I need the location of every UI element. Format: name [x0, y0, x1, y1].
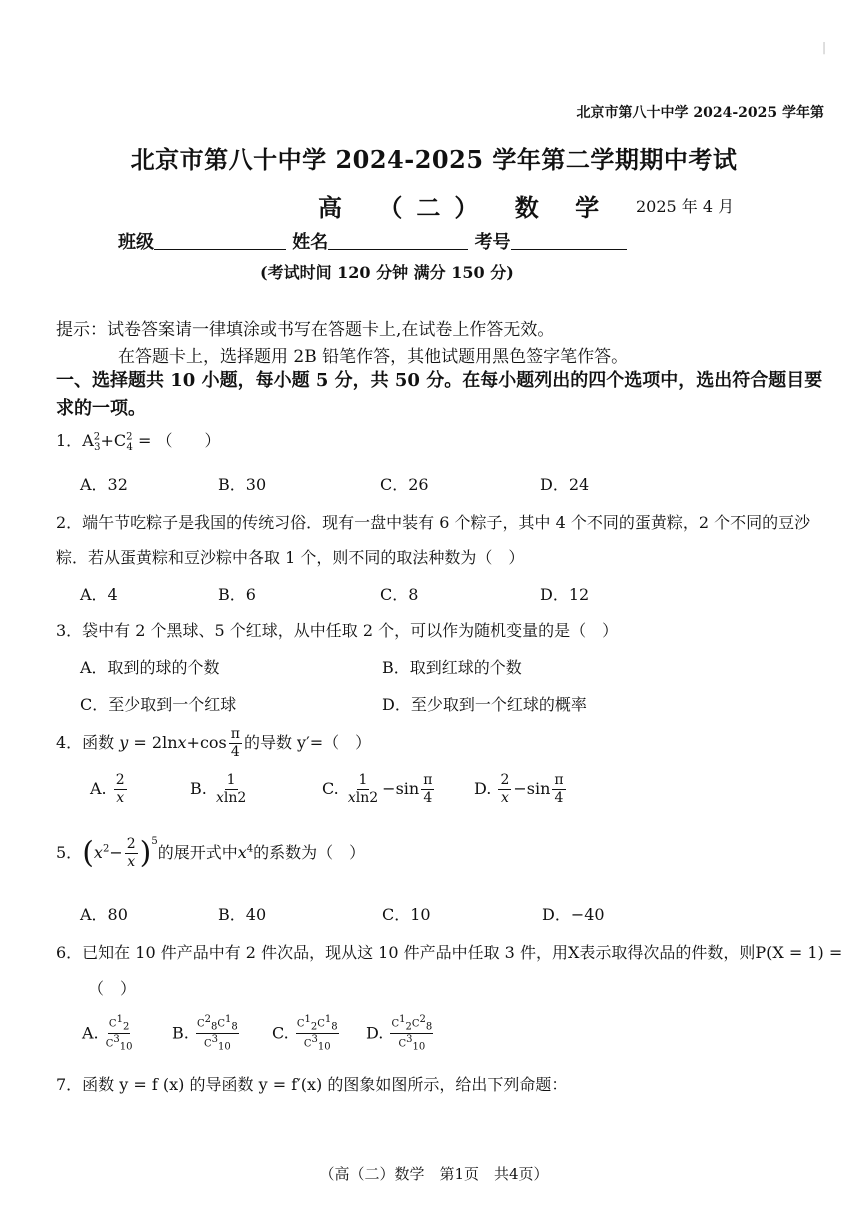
- question-2-line-2: 粽．若从蛋黄粽和豆沙粽中各取 1 个，则不同的取法种数为（ ）: [56, 548, 525, 567]
- q5-option-b[interactable]: B．40: [218, 905, 267, 924]
- q3-option-b[interactable]: B．取到红球的个数: [382, 658, 522, 677]
- exam-duration: (考试时间 120 分钟 满分 150 分): [260, 263, 514, 282]
- question-6-line-1: 6．已知在 10 件产品中有 2 件次品，现从这 10 件产品中任取 3 件，用X表示取得次品的件数，则P(X = 1) =: [56, 943, 843, 962]
- q1-option-d[interactable]: D．24: [540, 475, 590, 494]
- q5-option-d[interactable]: D．−40: [542, 905, 605, 924]
- tip-line-2: 在答题卡上，选择题用 2B 铅笔作答，其他试题用黑色签字笔作答。: [118, 347, 629, 367]
- page-title: 北京市第八十中学 2024-2025 学年第二学期期中考试: [130, 145, 738, 174]
- q3-option-a[interactable]: A．取到的球的个数: [80, 658, 220, 677]
- question-5: 5．($x^2-$ $\frac{2}{x}$ )$^5$的展开式中$x^4$的系数为（ ）: [56, 835, 366, 871]
- q6-option-d[interactable]: D. $\frac{C^1_2C^2_8}{C^3_{10}}$: [366, 1014, 433, 1053]
- q5-fraction: $\frac{2}{x}$: [126, 836, 136, 870]
- question-7: 7．函数 y = f (x) 的导函数 y = f′(x) 的图象如图所示，给出下列命题：: [56, 1075, 568, 1094]
- q2-option-d[interactable]: D．12: [540, 585, 590, 604]
- q4-option-a[interactable]: A. $\frac{2}{x}$: [90, 772, 125, 806]
- name-label: 姓名: [292, 232, 329, 253]
- q1-option-b[interactable]: B．30: [218, 475, 267, 494]
- q6-option-c[interactable]: C. $\frac{C^1_2C^1_8}{C^3_{10}}$: [272, 1014, 338, 1053]
- q2-option-c[interactable]: C．8: [380, 585, 419, 604]
- q6-option-b[interactable]: B. $\frac{C^2_8C^1_8}{C^3_{10}}$: [172, 1014, 238, 1053]
- question-4: 4．函数 y = 2lnx+cos $\frac{\pi}{4}$ 的导数 y′=（ ）: [56, 726, 372, 760]
- scan-mark: |: [822, 40, 827, 54]
- id-label: 考号: [474, 232, 511, 253]
- q1-formula: $A^2_3+C^2_4$: [82, 431, 133, 454]
- subject-title: 高 （二） 数 学: [318, 193, 614, 222]
- exam-date: 2025 年 4 月: [636, 197, 735, 216]
- section-heading: 一、选择题共 10 小题，每小题 5 分，共 50 分。在每小题列出的四个选项中，选出符合题目要求的一项。: [56, 370, 823, 419]
- q3-option-d[interactable]: D．至少取到一个红球的概率: [382, 695, 587, 714]
- student-info-fields: [118, 228, 627, 254]
- q2-option-b[interactable]: B．6: [218, 585, 256, 604]
- q4-fraction: $\frac{\pi}{4}$: [230, 726, 240, 760]
- q5-option-c[interactable]: C．10: [382, 905, 431, 924]
- q1-option-a[interactable]: A．32: [80, 475, 128, 494]
- q4-option-d[interactable]: D. $\frac{2}{x}$ −sin $\frac{\pi}{4}$: [474, 772, 564, 806]
- class-label: 班级: [118, 232, 154, 253]
- page-footer: （高（二）数学 第1页 共4页）: [319, 1165, 549, 1183]
- question-6-line-2: （ ）: [88, 979, 137, 998]
- question-3: 3．袋中有 2 个黑球、5 个红球，从中任取 2 个，可以作为随机变量的是（ ）: [56, 621, 619, 640]
- q4-option-c[interactable]: C. $\frac{1}{xln2}$ −sin $\frac{\pi}{4}$: [322, 772, 433, 806]
- q6-option-a[interactable]: A. $\frac{C^1_2}{C^3_{10}}$: [82, 1014, 133, 1053]
- header-corner-label: 北京市第八十中学 2024-2025 学年第: [576, 105, 824, 121]
- q4-function: y: [119, 733, 129, 752]
- q1-option-c[interactable]: C．26: [380, 475, 429, 494]
- class-field[interactable]: [154, 231, 286, 250]
- id-field[interactable]: [511, 231, 627, 250]
- question-1: 1．$A^2_3+C^2_4$ = （ ）: [56, 431, 221, 454]
- name-field[interactable]: [328, 231, 468, 250]
- q4-option-b[interactable]: B. $\frac{1}{xln2}$: [190, 772, 247, 806]
- tip-line-1: 提示：试卷答案请一律填涂或书写在答题卡上,在试卷上作答无效。: [56, 320, 555, 340]
- q2-option-a[interactable]: A．4: [80, 585, 118, 604]
- question-2-line-1: 2．端午节吃粽子是我国的传统习俗．现有一盘中装有 6 个粽子，其中 4 个不同的蛋黄粽，2 个不同的豆沙: [56, 513, 811, 532]
- q5-option-a[interactable]: A．80: [80, 905, 128, 924]
- q3-option-c[interactable]: C．至少取到一个红球: [80, 695, 237, 714]
